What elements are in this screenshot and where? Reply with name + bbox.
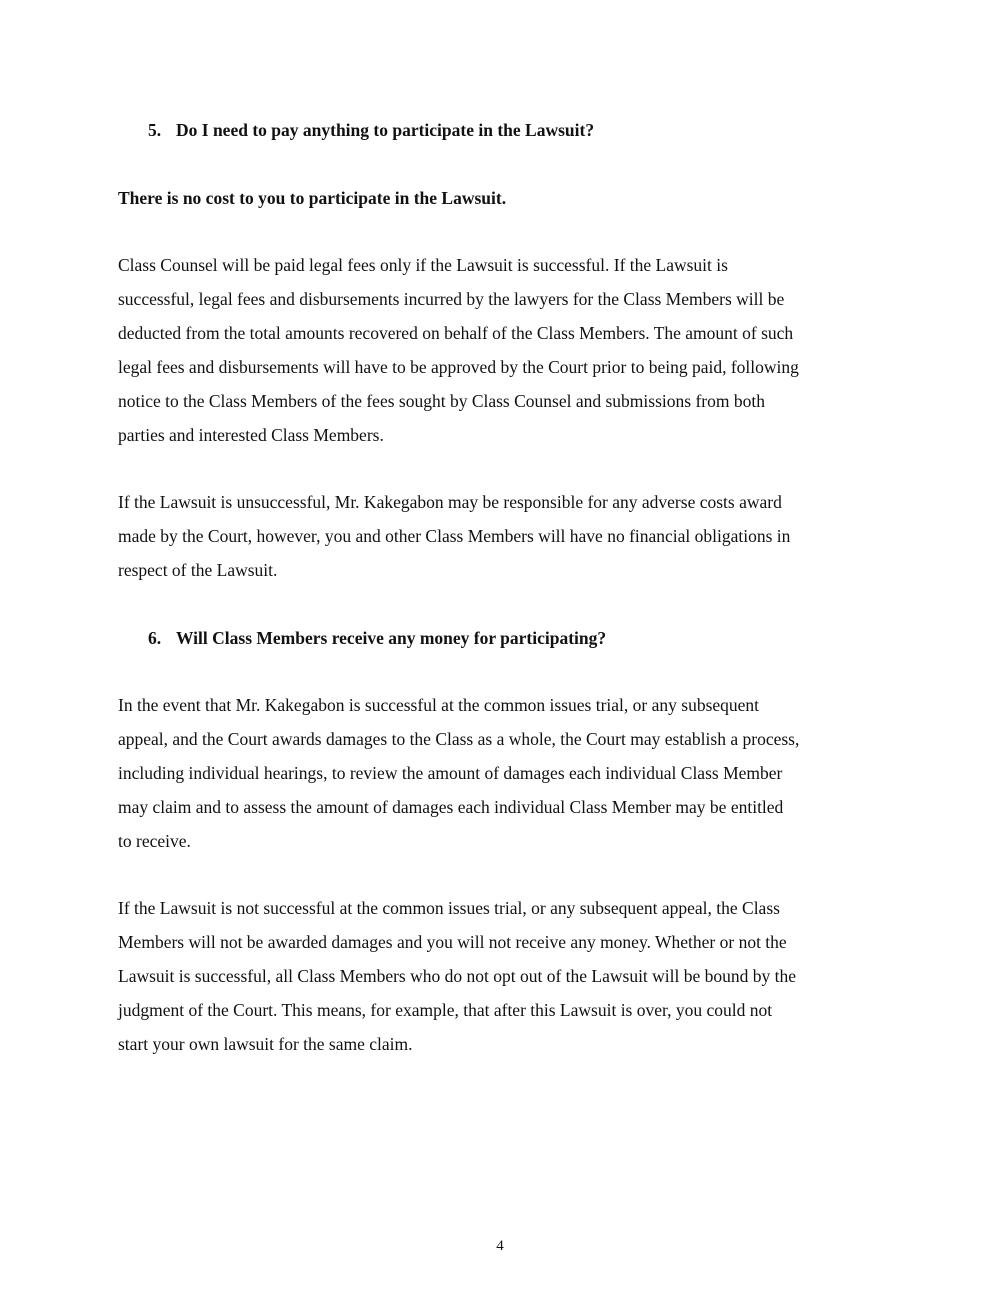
paragraph-line: deducted from the total amounts recovered on behalf of the Class Members. The amount of such bbox=[118, 323, 794, 343]
paragraph-line: to receive. bbox=[118, 831, 191, 851]
paragraph-line: Members will not be awarded damages and you will not receive any money. Whether or not the bbox=[118, 932, 787, 952]
section-6-heading bbox=[148, 626, 606, 650]
paragraph-line: start your own lawsuit for the same claim. bbox=[118, 1034, 413, 1054]
paragraph-line: judgment of the Court. This means, for example, that after this Lawsuit is over, you could not bbox=[118, 1000, 773, 1020]
paragraph-line: may claim and to assess the amount of damages each individual Class Member may be entitled bbox=[118, 797, 784, 817]
page-number: 4 bbox=[496, 1238, 504, 1254]
paragraph bbox=[118, 688, 888, 858]
paragraph-line: If the Lawsuit is unsuccessful, Mr. Kakegabon may be responsible for any adverse costs award bbox=[118, 492, 782, 512]
paragraph-line: If the Lawsuit is not successful at the common issues trial, or any subsequent appeal, the Class bbox=[118, 898, 780, 918]
bold-statement: There is no cost to you to participate in the Lawsuit. bbox=[118, 188, 507, 208]
section-number: 6. bbox=[148, 628, 162, 648]
paragraph bbox=[118, 485, 888, 587]
paragraph-line: In the event that Mr. Kakegabon is successful at the common issues trial, or any subsequent bbox=[118, 695, 760, 715]
paragraph-line: Lawsuit is successful, all Class Members who do not opt out of the Lawsuit will be bound by the bbox=[118, 966, 797, 986]
paragraph-line: appeal, and the Court awards damages to the Class as a whole, the Court may establish a process, bbox=[118, 729, 800, 749]
paragraph bbox=[118, 248, 888, 452]
paragraph-line: notice to the Class Members of the fees sought by Class Counsel and submissions from both bbox=[118, 391, 765, 411]
paragraph-line: including individual hearings, to review the amount of damages each individual Class Member bbox=[118, 763, 783, 783]
paragraph-line: legal fees and disbursements will have to be approved by the Court prior to being paid, following bbox=[118, 357, 799, 377]
section-5-heading bbox=[148, 118, 594, 142]
paragraph-line: made by the Court, however, you and other Class Members will have no financial obligations in bbox=[118, 526, 791, 546]
paragraph-line: successful, legal fees and disbursements incurred by the lawyers for the Class Members will be bbox=[118, 289, 785, 309]
paragraph-line: Class Counsel will be paid legal fees only if the Lawsuit is successful. If the Lawsuit is bbox=[118, 255, 728, 275]
section-title: Do I need to pay anything to participate in the Lawsuit? bbox=[176, 120, 595, 140]
section-title: Will Class Members receive any money for participating? bbox=[176, 628, 607, 648]
section-number: 5. bbox=[148, 120, 162, 140]
paragraph-line: parties and interested Class Members. bbox=[118, 425, 384, 445]
paragraph bbox=[118, 891, 888, 1061]
paragraph-line: respect of the Lawsuit. bbox=[118, 560, 278, 580]
